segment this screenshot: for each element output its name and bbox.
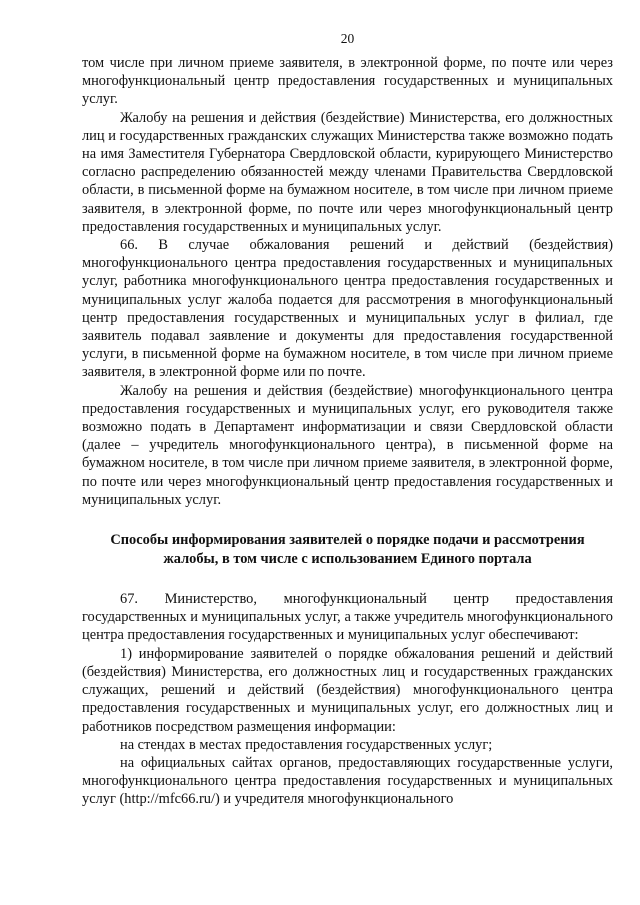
paragraph-67: 67. Министерство, многофункциональный центр предоставления государственных и муниципальных услуг, а также учредитель многофункционального центра предоставления государственных и муниципальных услуг обеспечивают: (82, 591, 613, 644)
text-block-bottom (82, 590, 613, 808)
paragraph-66: 66. В случае обжалования решений и действий (бездействия) многофункционального центра предоставления государственных и муниципальных услуг, работника многофункционального центра предоставления государственных и муниципальных услуг жалоба подается для рассмотрения в многофункциональный центр предоставления государственных и муниципальных услуг в филиал, где заявитель подавал заявление и документы для предоставления государственной услуги, в письменной форме на бумажном носителе, в том числе при личном приеме заявителя, в электронной форме или по почте. (82, 237, 613, 381)
paragraph-complaint-deputy-governor: Жалобу на решения и действия (бездействие) Министерства, его должностных лиц и государственных гражданских служащих Министерства также возможно подать на имя Заместителя Губернатора Свердловской области, курирующего Министерство согласно распределению обязанностей между членами Правительства Свердловской области, в письменной форме на бумажном носителе, в том числе при личном приеме заявителя, в электронной форме, по почте или через многофункциональный центр предоставления государственных и муниципальных услуг. (82, 109, 613, 235)
paragraph-67-item-1: 1) информирование заявителей о порядке обжалования решений и действий (бездействия) Министерства, его должностных лиц и государственных гражданских служащих, решений и действий (бездействия) многофункционального центра предоставления государственных и муниципальных услуг, его должностных лиц и работников посредством размещения информации: (82, 645, 613, 735)
paragraph-continuation: том числе при личном приеме заявителя, в электронной форме, по почте или через многофункциональный центр предоставления государственных и муниципальных услуг. (82, 55, 613, 108)
page-number: 20 (340, 31, 355, 46)
section-heading: Способы информирования заявителей о порядке подачи и рассмотрения жалобы, в том числе с использованием Единого портала (110, 532, 585, 567)
text-block-top (82, 54, 613, 509)
paragraph-official-sites: на официальных сайтах органов, предоставляющих государственные услуги, многофункционального центра предоставления государственных и муниципальных услуг (http://mfc66.ru/) и учредителя многофункционального (82, 754, 613, 808)
paragraph-complaint-department: Жалобу на решения и действия (бездействие) многофункционального центра предоставления государственных и муниципальных услуг, его руководителя также возможно подать в Департамент информатизации и связи Свердловской области (далее – учредитель многофункционального центра), в письменной форме на бумажном носителе, в том числе при личном приеме заявителя, в электронной форме, по почте или через многофункциональный центр предоставления государственных и муниципальных услуг. (82, 382, 613, 508)
paragraph-stands: на стендах в местах предоставления государственных услуг; (120, 736, 493, 753)
